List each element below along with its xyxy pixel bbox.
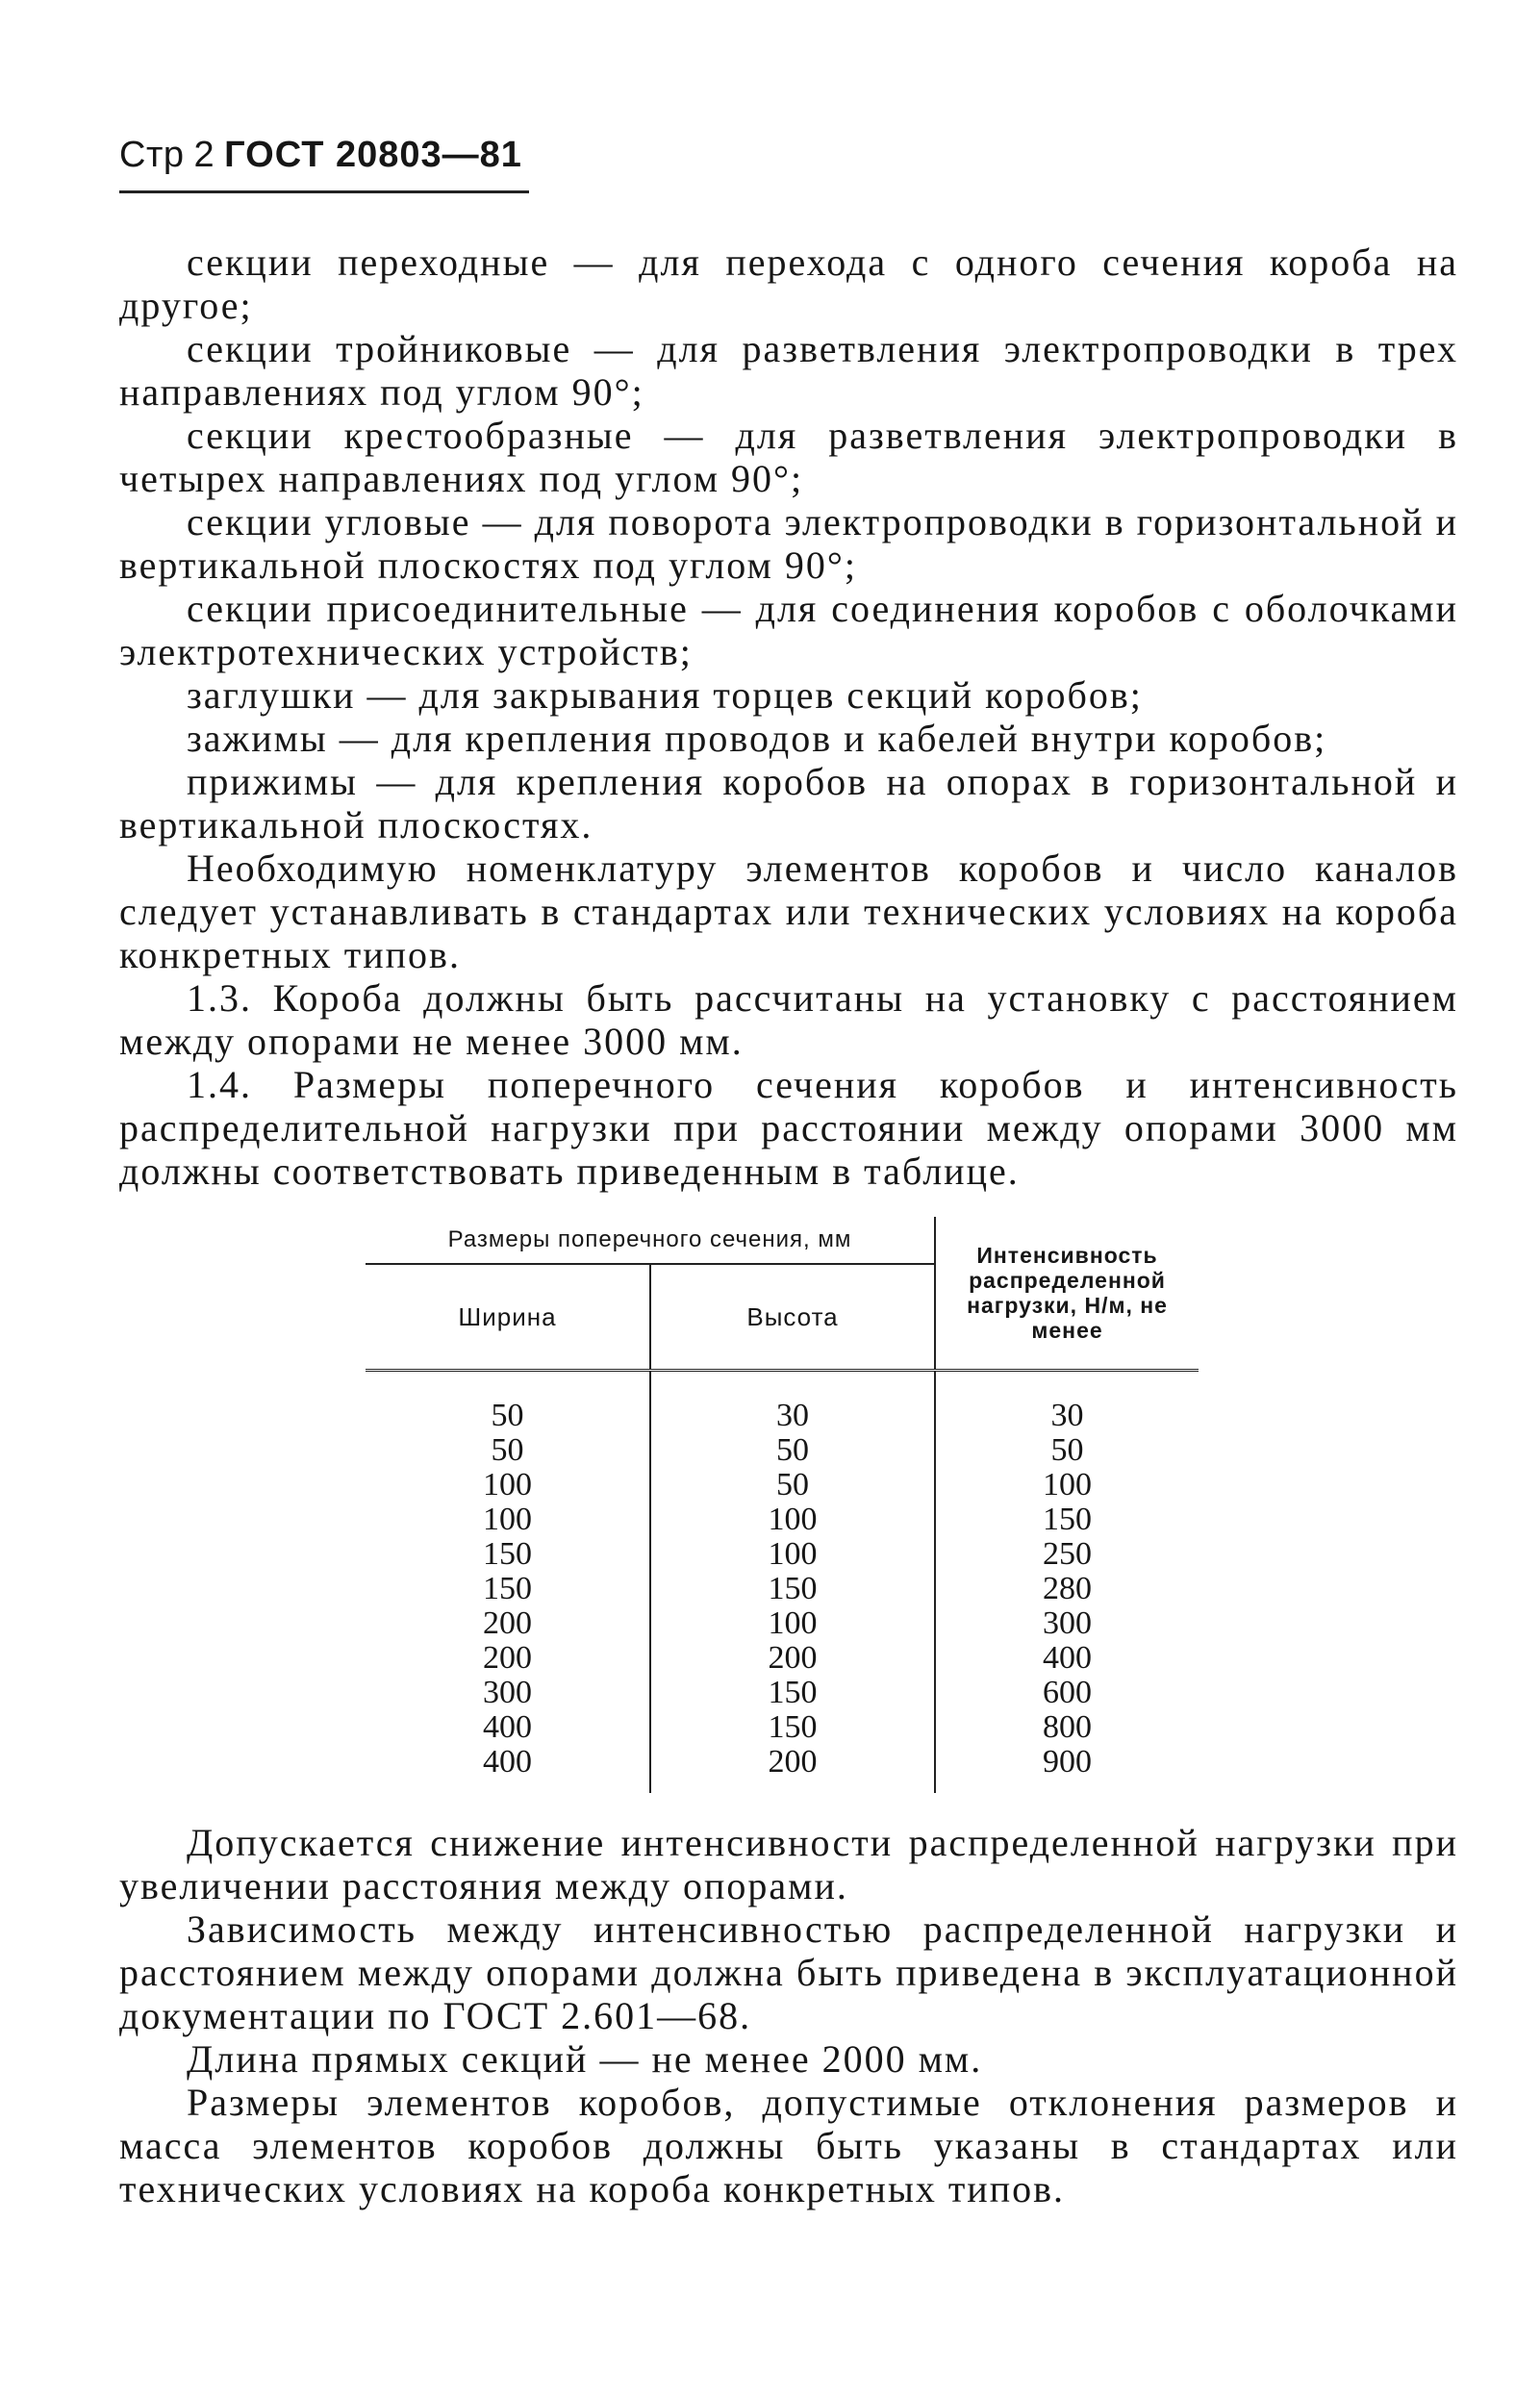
header-rule bbox=[119, 190, 529, 193]
paragraph: 1.3. Короба должны быть рассчитаны на установку с расстоянием между опорами не менее 3000 мм. bbox=[119, 976, 1458, 1063]
cell-load: 900 bbox=[1043, 1744, 1093, 1780]
cell-height: 30 bbox=[650, 1371, 935, 1434]
cell-load: 600 bbox=[1043, 1675, 1093, 1710]
cell-width: 200 bbox=[366, 1606, 650, 1641]
load-header: Интенсивность распределенной нагрузки, Н/м, не менее bbox=[935, 1217, 1199, 1371]
paragraph: прижимы — для крепления коробов на опорах в горизонтальной и вертикальной плоскостях. bbox=[119, 760, 1458, 846]
width-header: Ширина bbox=[366, 1264, 650, 1371]
table-row bbox=[366, 1433, 1199, 1468]
standard-id: ГОСТ 20803—81 bbox=[224, 135, 522, 175]
paragraph: секции тройниковые — для разветвления электропроводки в трех направлениях под углом 90°; bbox=[119, 327, 1458, 414]
cell-height: 200 bbox=[650, 1641, 935, 1676]
cell-height: 100 bbox=[650, 1503, 935, 1537]
cell-width: 400 bbox=[366, 1745, 650, 1793]
paragraph: заглушки — для закрывания торцев секций коробов; bbox=[187, 673, 1143, 717]
cell-width: 400 bbox=[366, 1710, 650, 1745]
cell-height: 150 bbox=[650, 1676, 935, 1710]
body-text-bottom bbox=[119, 1821, 1458, 2210]
paragraph: зажимы — для крепления проводов и кабелей внутри коробов; bbox=[187, 717, 1327, 760]
cell-load: 150 bbox=[1043, 1502, 1093, 1537]
cell-height: 50 bbox=[650, 1433, 935, 1468]
cell-height: 150 bbox=[650, 1710, 935, 1745]
group-header: Размеры поперечного сечения, мм bbox=[366, 1217, 935, 1264]
cell-width: 100 bbox=[366, 1468, 650, 1503]
table-row bbox=[366, 1537, 1199, 1572]
cell-width: 50 bbox=[366, 1433, 650, 1468]
paragraph: секции переходные — для перехода с одного сечения короба на другое; bbox=[119, 240, 1458, 327]
cell-height: 100 bbox=[650, 1606, 935, 1641]
table-row bbox=[366, 1503, 1199, 1537]
cell-load: 280 bbox=[1043, 1571, 1093, 1606]
cell-load: 100 bbox=[1043, 1467, 1093, 1503]
cell-height: 100 bbox=[650, 1537, 935, 1572]
page-header bbox=[119, 135, 522, 176]
paragraph: секции угловые — для поворота электропроводки в горизонтальной и вертикальной плоскостях под углом 90°; bbox=[119, 500, 1458, 587]
height-header: Высота bbox=[650, 1264, 935, 1371]
paragraph: Длина прямых секций — не менее 2000 мм. bbox=[187, 2037, 983, 2081]
cell-width: 50 bbox=[366, 1371, 650, 1434]
cell-height: 200 bbox=[650, 1745, 935, 1793]
cell-width: 100 bbox=[366, 1503, 650, 1537]
table-row bbox=[366, 1468, 1199, 1503]
cell-load: 800 bbox=[1043, 1709, 1093, 1745]
cell-load: 250 bbox=[1043, 1536, 1093, 1572]
paragraph: Допускается снижение интенсивности распределенной нагрузки при увеличении расстояния между опорами. bbox=[119, 1821, 1458, 1907]
dimensions-table bbox=[366, 1217, 1199, 1796]
table-row bbox=[366, 1606, 1199, 1641]
table-row bbox=[366, 1641, 1199, 1676]
cell-load: 300 bbox=[1043, 1605, 1093, 1641]
table-row bbox=[366, 1371, 1199, 1434]
cell-height: 150 bbox=[650, 1572, 935, 1606]
paragraph: Размеры элементов коробов, допустимые отклонения размеров и масса элементов коробов должны быть указаны в стандартах или технических условиях на короба конкретных типов. bbox=[119, 2081, 1458, 2210]
table-row bbox=[366, 1676, 1199, 1710]
paragraph: Необходимую номенклатуру элементов коробов и число каналов следует устанавливать в стандартах или технических условиях на короба конкретных типов. bbox=[119, 846, 1458, 976]
paragraph: секции присоединительные — для соединения коробов с оболочками электротехнических устройств; bbox=[119, 587, 1458, 673]
page-prefix: Стр bbox=[119, 135, 185, 175]
cell-width: 200 bbox=[366, 1641, 650, 1676]
table-row bbox=[366, 1745, 1199, 1793]
paragraph: секции крестообразные — для разветвления электропроводки в четырех направлениях под углом 90°; bbox=[119, 414, 1458, 500]
table-row bbox=[366, 1572, 1199, 1606]
cell-load: 400 bbox=[1043, 1640, 1093, 1676]
paragraph: 1.4. Размеры поперечного сечения коробов и интенсивность распределительной нагрузки при расстоянии между опорами 3000 мм должны соответствовать приведенным в таблице. bbox=[119, 1063, 1458, 1193]
cell-load: 30 bbox=[1050, 1398, 1084, 1433]
cell-load: 50 bbox=[1050, 1432, 1084, 1468]
cell-width: 150 bbox=[366, 1537, 650, 1572]
paragraph: Зависимость между интенсивностью распределенной нагрузки и расстоянием между опорами должна быть приведена в эксплуатационной документации по ГОСТ 2.601—68. bbox=[119, 1907, 1458, 2037]
body-text-top bbox=[119, 240, 1458, 1193]
cell-width: 300 bbox=[366, 1676, 650, 1710]
cell-height: 50 bbox=[650, 1468, 935, 1503]
cell-width: 150 bbox=[366, 1572, 650, 1606]
page-number: 2 bbox=[193, 135, 215, 175]
table-row bbox=[366, 1710, 1199, 1745]
